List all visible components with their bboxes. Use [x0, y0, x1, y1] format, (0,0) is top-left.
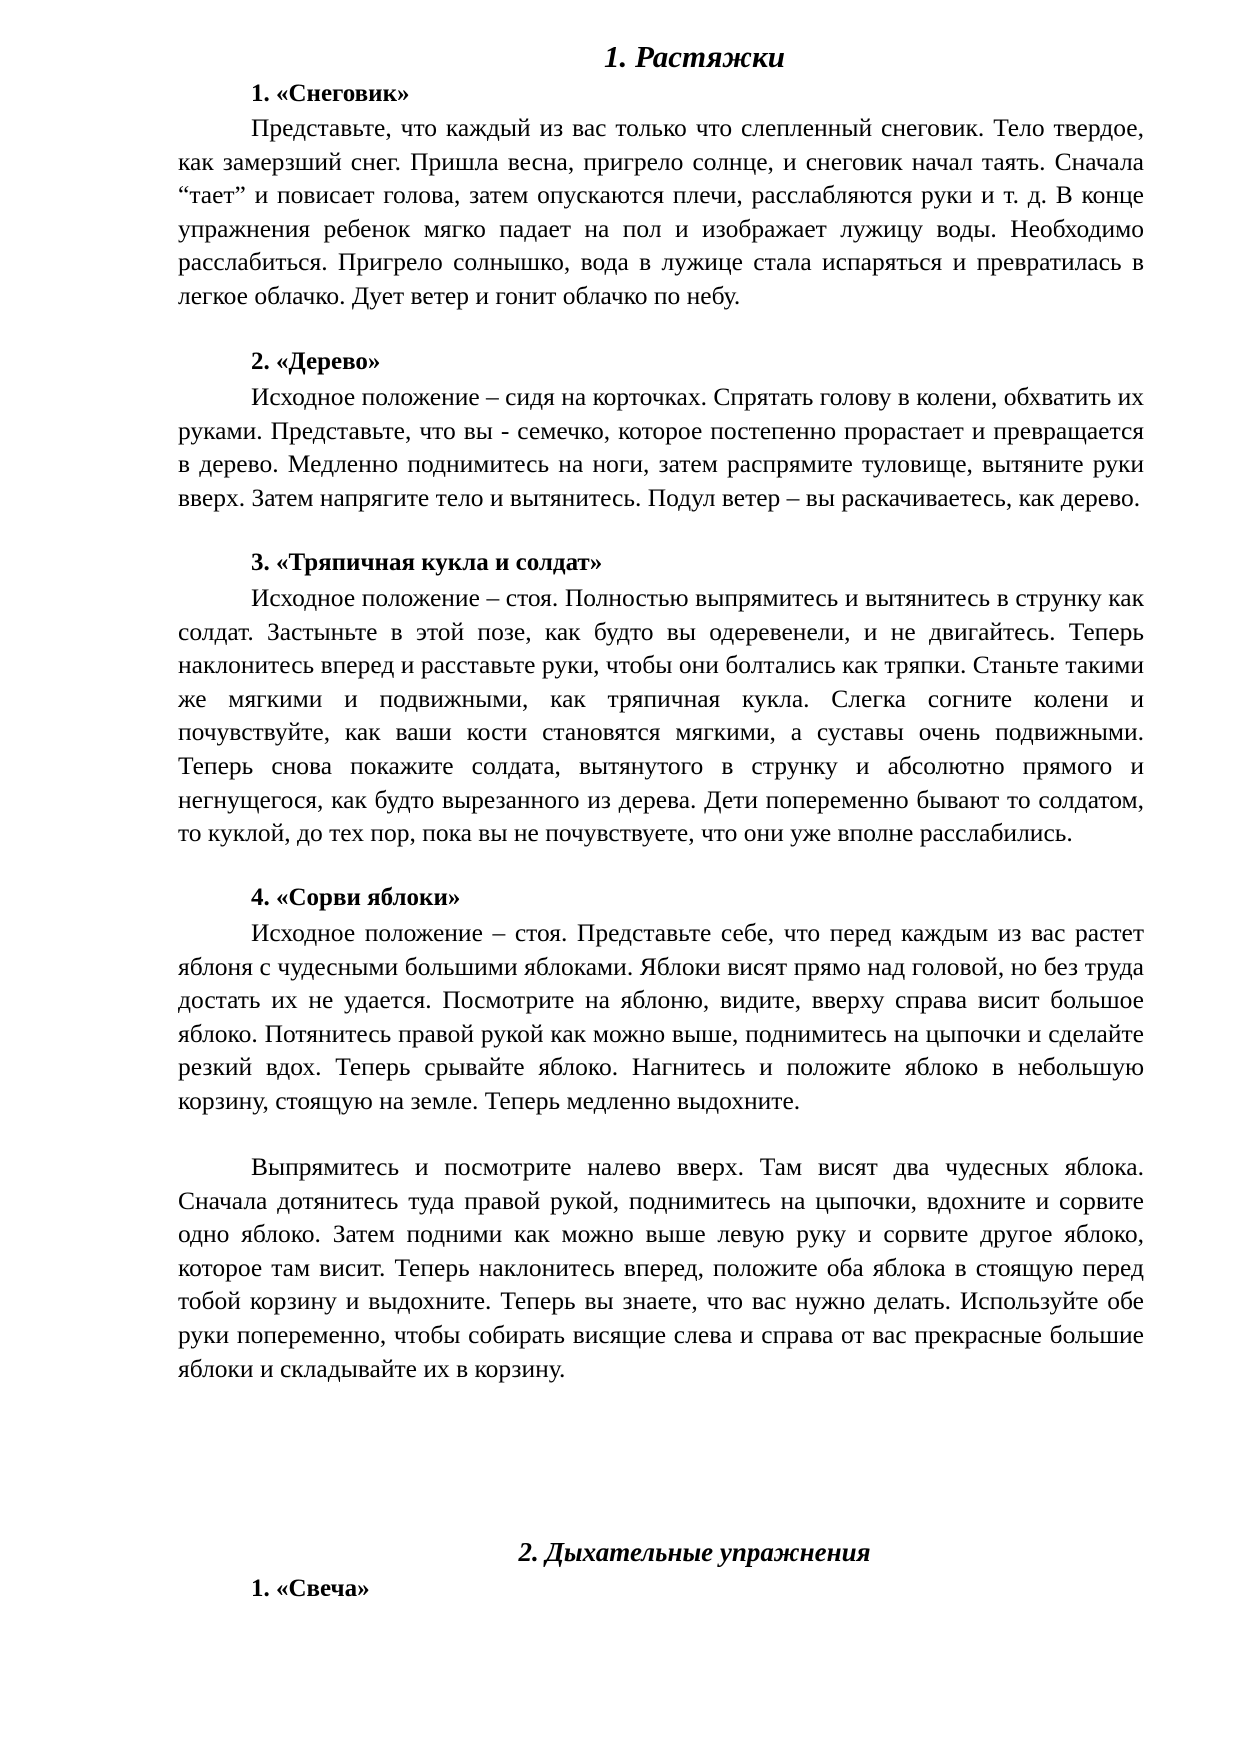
section-title-stretching: 1. Растяжки [604, 39, 785, 74]
paragraph-rag-doll-soldier: Исходное положение – стоя. Полностью выпрямитесь и вытянитесь в струнку как солдат. Застыньте в этой позе, как будто вы одеревенели, и не двигайтесь. Теперь наклонитесь вперед и расставьте руки, чтобы они болтались как тряпки. Станьте такими же мягкими и подвижными, как тряпичная кукла. Слегка согните колени и почувствуйте, как ваши кости становятся мягкими, а суставы очень подвижными. Теперь снова покажите солдата, вытянутого в струнку и абсолютно прямого и негнущегося, как будто вырезанного из дерева. Дети попеременно бывают то солдатом, то куклой, до тех пор, пока вы не почувствуете, что они уже вполне расслабились. [178, 583, 1144, 848]
paragraph-pick-apples-1: Исходное положение – стоя. Представьте себе, что перед каждым из вас растет яблоня с чудесными большими яблоками. Яблоки висят прямо над головой, но без труда достать их не удается. Посмотрите на яблоню, видите, вверху справа висит большое яблоко. Потянитесь правой рукой как можно выше, поднимитесь на цыпочки и сделайте резкий вдох. Теперь срывайте яблоко. Нагнитесь и положите яблоко в небольшую корзину, стоящую на земле. Теперь медленно выдохните. [178, 918, 1144, 1115]
exercise-heading-pick-apples: 4. «Сорви яблоки» [251, 884, 461, 911]
exercise-heading-rag-doll-soldier: 3. «Тряпичная кукла и солдат» [251, 549, 603, 576]
section-title-breathing: 2. Дыхательные упражнения [518, 1537, 871, 1567]
paragraph-snowman: Представьте, что каждый из вас только что слепленный снеговик. Тело твердое, как замерзший снег. Пришла весна, пригрело солнце, и снеговик начал таять. Сначала “тает” и повисает голова, затем опускаются плечи, расслабляются руки и т. д. В конце упражнения ребенок мягко падает на пол и изображает лужицу воды. Необходимо расслабиться. Пригрело солнышко, вода в лужице стала испаряться и превратилась в легкое облачко. Дует ветер и гонит облачко по небу. [178, 113, 1144, 310]
exercise-heading-tree: 2. «Дерево» [251, 348, 381, 375]
paragraph-tree: Исходное положение – сидя на корточках. Спрятать голову в колени, обхватить их руками. Представьте, что вы - семечко, которое постепенно прорастает и превращается в дерево. Медленно поднимитесь на ноги, затем распрямите туловище, вытяните руки вверх. Затем напрягите тело и вытянитесь. Подул ветер – вы раскачиваетесь, как дерево. [178, 382, 1144, 512]
exercise-heading-candle: 1. «Свеча» [251, 1575, 370, 1602]
exercise-heading-snowman: 1. «Снеговик» [251, 80, 410, 107]
paragraph-pick-apples-2: Выпрямитесь и посмотрите налево вверх. Там висят два чудесных яблока. Сначала дотянитесь туда правой рукой, поднимитесь на цыпочки, вдохните и сорвите одно яблоко. Затем подними как можно выше левую руку и сорвите другое яблоко, которое там висит. Теперь наклонитесь вперед, положите оба яблока в стоящую перед тобой корзину и выдохните. Теперь вы знаете, что вас нужно делать. Используйте обе руки попеременно, чтобы собирать висящие слева и справа от вас прекрасные большие яблоки и складывайте их в корзину. [178, 1152, 1144, 1383]
